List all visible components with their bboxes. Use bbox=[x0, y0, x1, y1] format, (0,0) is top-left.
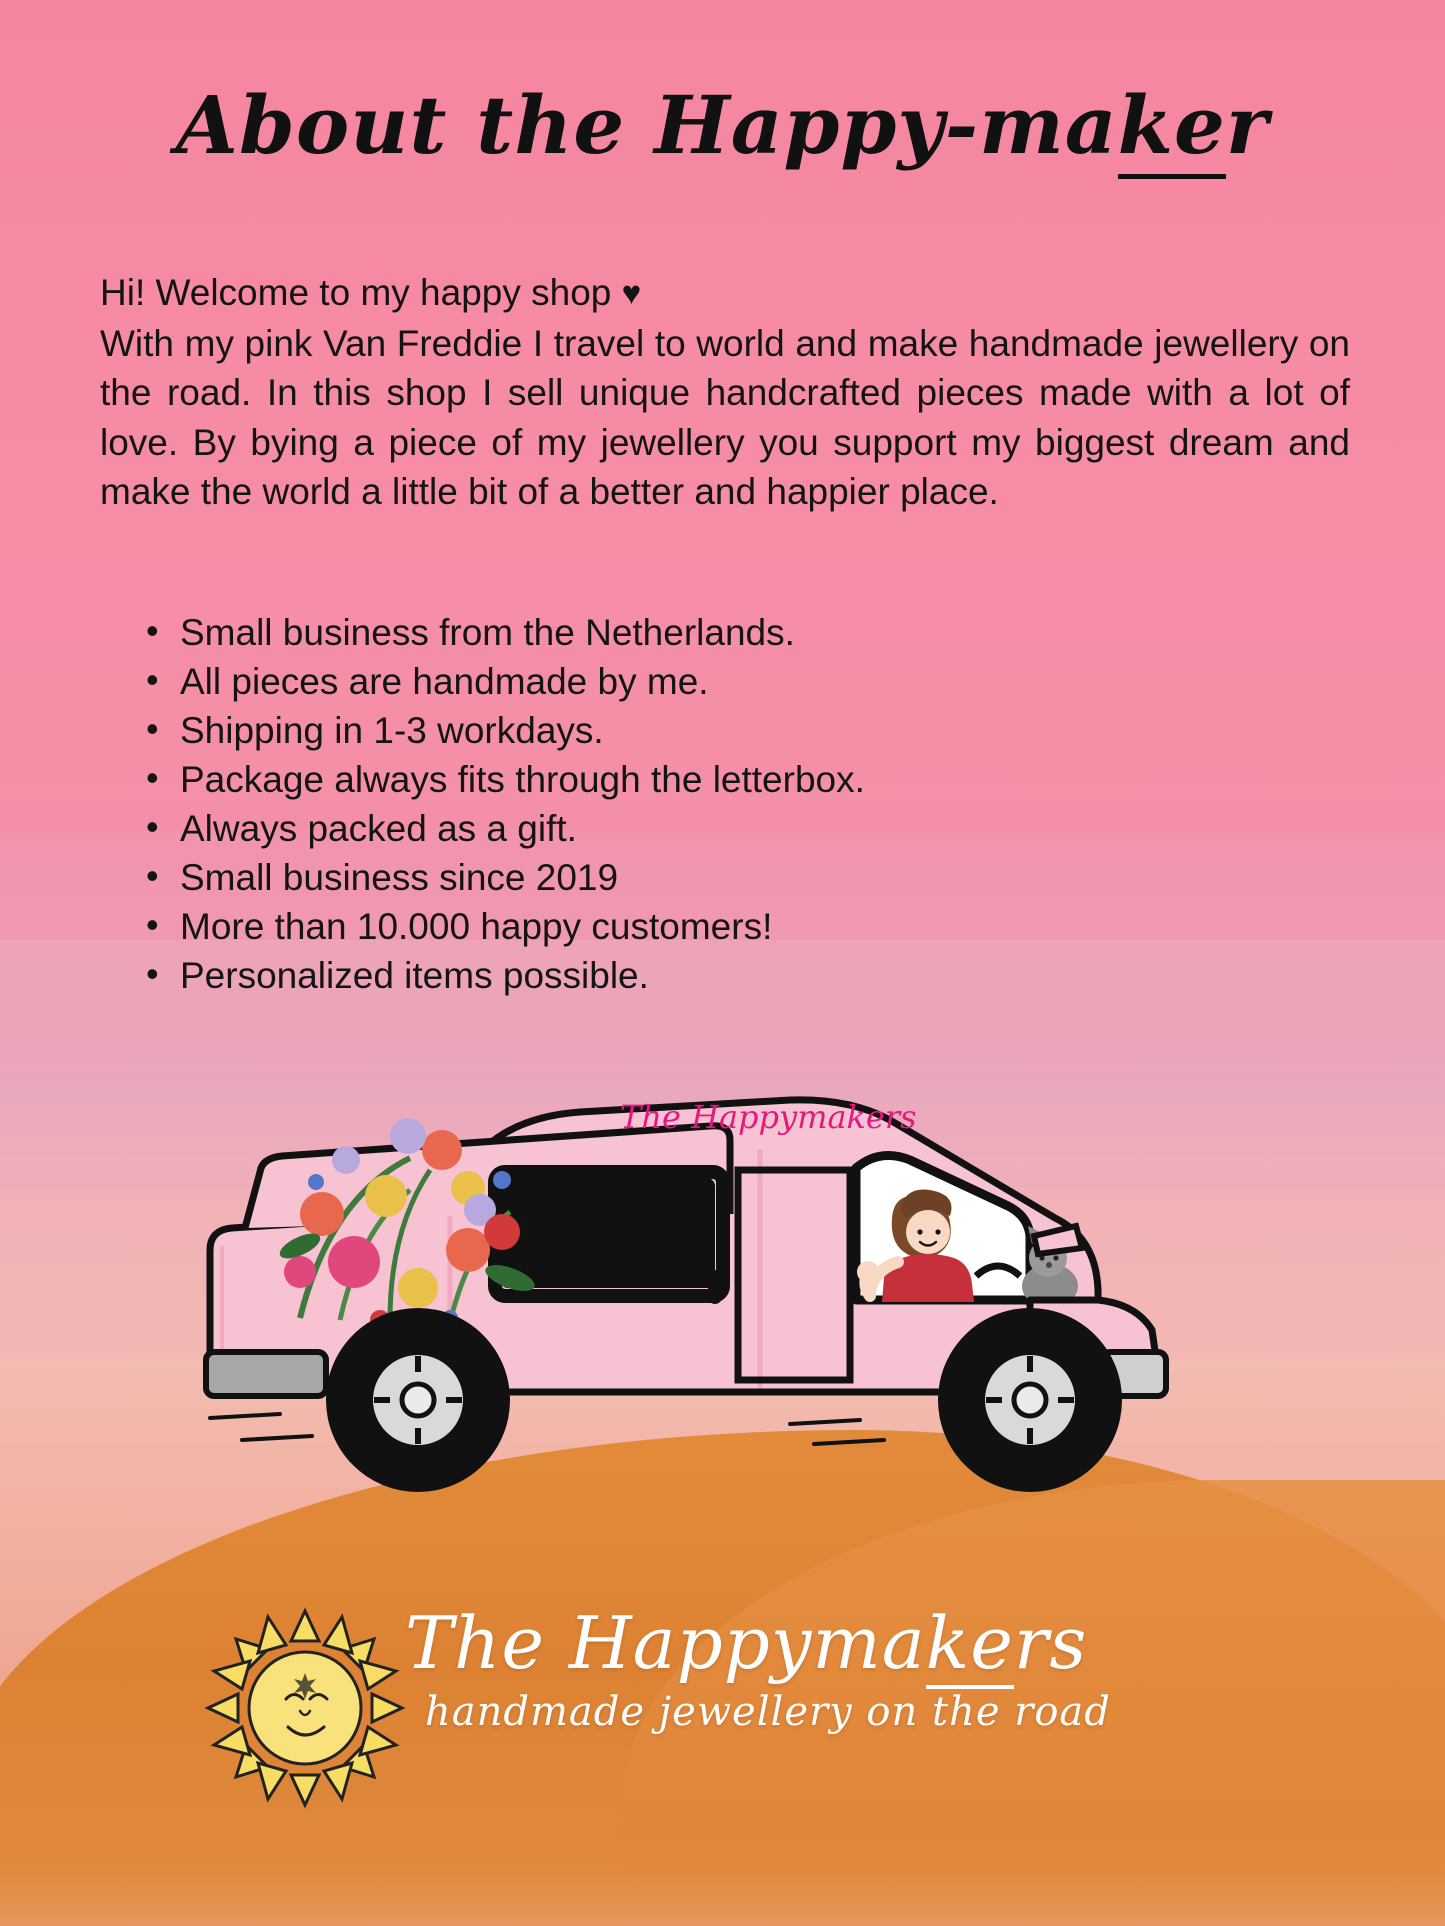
sun-face-icon bbox=[200, 1603, 410, 1813]
list-item: • Small business from the Netherlands. bbox=[140, 610, 1290, 657]
van-front-wheel bbox=[938, 1308, 1122, 1492]
brand-name-part-1: The Happyma bbox=[405, 1601, 926, 1685]
list-item: • Always packed as a gift. bbox=[140, 806, 1290, 853]
list-item: • Shipping in 1-3 workdays. bbox=[140, 708, 1290, 755]
van-side-window bbox=[500, 1178, 715, 1288]
brand-logo bbox=[200, 1595, 1260, 1825]
page-title-underlined: ke bbox=[1118, 78, 1226, 179]
list-item: • Personalized items possible. bbox=[140, 953, 1290, 1000]
background-sand-foreground bbox=[0, 1836, 1445, 1926]
brand-name bbox=[405, 1601, 1235, 1685]
van-door-handle bbox=[708, 1270, 722, 1304]
list-item: • All pieces are handmade by me. bbox=[140, 659, 1290, 706]
brand-tagline: handmade jewellery on the road bbox=[425, 1689, 1111, 1735]
features-list bbox=[140, 610, 1290, 1002]
brand-name-underlined: ke bbox=[926, 1601, 1014, 1689]
intro-paragraph: With my pink Van Freddie I travel to world and make handmade jewellery on the road. In this shop I sell unique handcrafted pieces made with a lot of love. By bying a piece of my jewellery you support my biggest dream and make the world a little bit of a better and happier place. bbox=[100, 323, 1350, 512]
list-item: • Small business since 2019 bbox=[140, 855, 1290, 902]
intro-block bbox=[100, 268, 1350, 516]
intro-greeting: Hi! Welcome to my happy shop bbox=[100, 272, 612, 313]
van-rear-bumper bbox=[206, 1352, 326, 1396]
brand-name-part-2: rs bbox=[1013, 1601, 1088, 1685]
van-side-logo: The Happymakers bbox=[620, 1098, 917, 1136]
page-title-tail: r bbox=[1225, 78, 1270, 172]
page-title bbox=[0, 78, 1445, 172]
van-rear-wheel bbox=[326, 1308, 510, 1492]
motion-lines bbox=[210, 1414, 884, 1444]
van-illustration bbox=[150, 1000, 1310, 1620]
intro-greeting-line bbox=[100, 268, 1350, 317]
brand-logo-text bbox=[405, 1601, 1235, 1735]
heart-icon: ♥ bbox=[621, 274, 642, 311]
page-title-text: About the Happy-ma bbox=[175, 78, 1118, 172]
list-item: • Package always fits through the letterbox. bbox=[140, 757, 1290, 804]
list-item: • More than 10.000 happy customers! bbox=[140, 904, 1290, 951]
